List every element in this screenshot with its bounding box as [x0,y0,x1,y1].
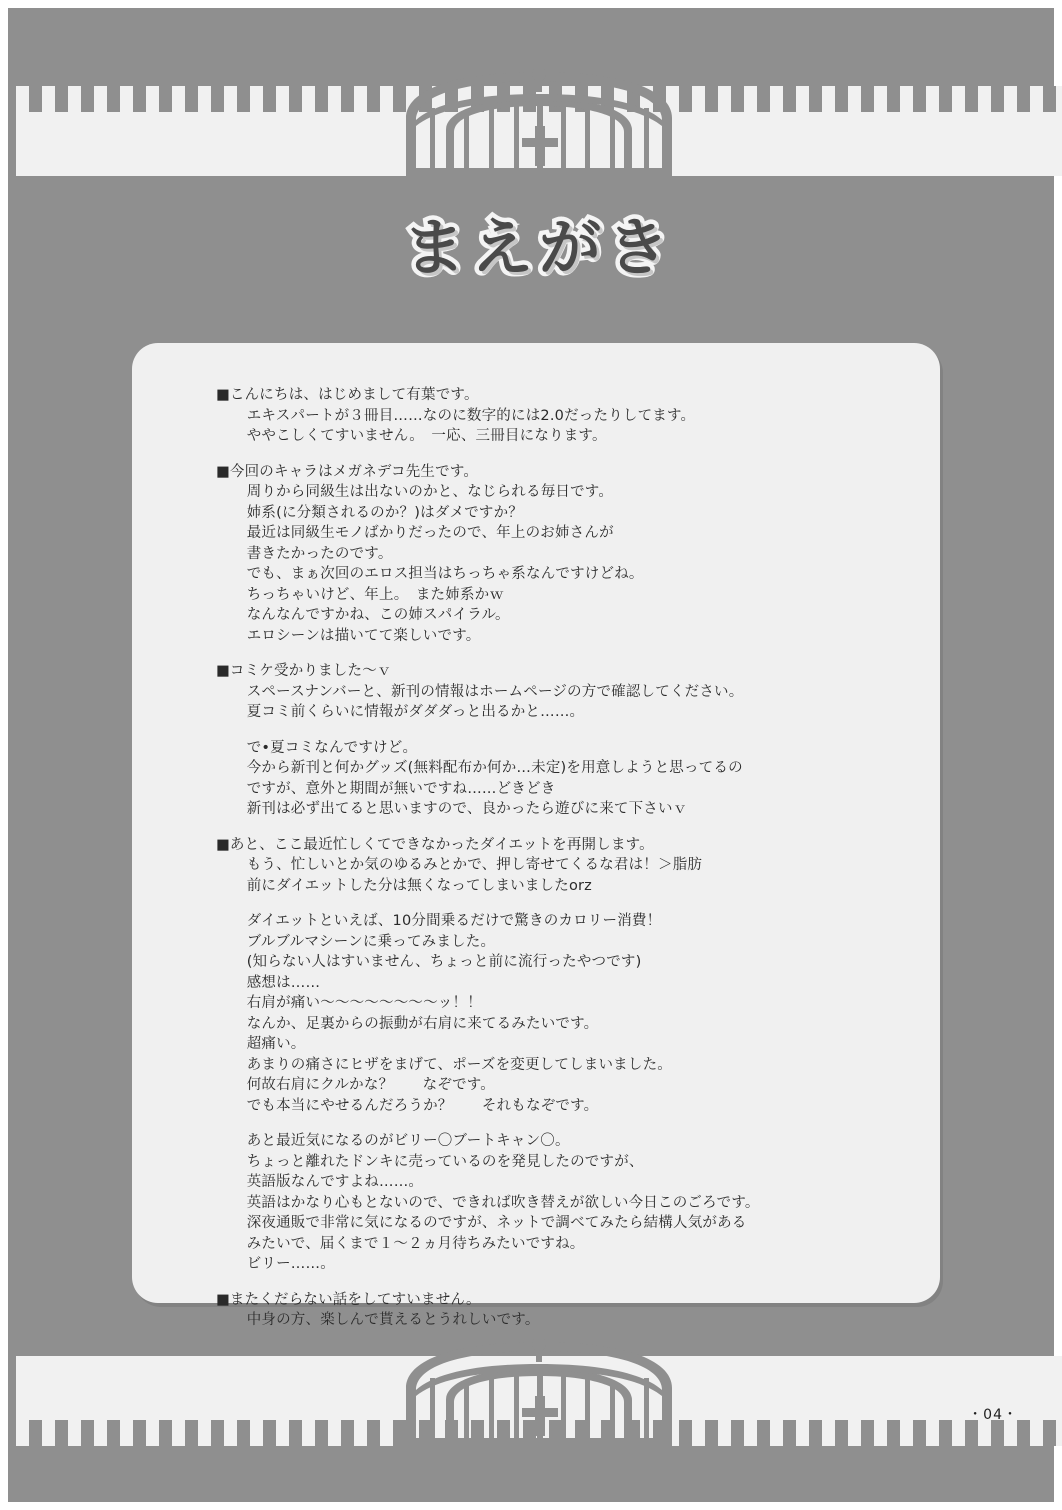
block-diet [216,835,904,897]
text-line: ですが、意外と期間が無いですね……どきどき [232,780,556,797]
block-billy [232,1131,904,1275]
page-number: ・04・ [968,1407,1018,1423]
text-line: でも、まぁ次回のエロス担当はちっちゃ系なんですけどね。 [232,566,644,582]
page-title: まえがき [402,211,675,284]
afterword-panel [132,343,940,1328]
text-line: 何故右肩にクルかな？ なぞです。 [232,1077,496,1093]
text-line: 中身の方、楽しんで貰えるとうれしいです。 [232,1312,540,1328]
text-line: ■またくだらない話をしてすいません。 [216,1291,481,1308]
top-decoration-band [16,86,1062,176]
text-line: ■こんにちは、はじめまして有葉です。 [216,387,479,403]
block-character [216,462,904,647]
text-line: 英語はかなり心もとないので、できれば吹き替えが欲しい今日このごろです。 [232,1194,760,1211]
text-line: 新刊は必ず出てると思いますので、良かったら遊びに来て下さいｖ [232,801,688,817]
block-comiket-goods [232,738,904,820]
bottom-decoration-band [16,1356,1062,1446]
text-line: 最近は同級生モノばかりだったので、年上のお姉さんが [232,525,614,541]
block-greeting [216,385,904,447]
afterword-text [216,385,904,1346]
text-line: ■あと、ここ最近忙しくてできなかったダイエットを再開します。 [216,836,654,853]
text-line: ちょっと離れたドンキに売っているのを発見したのですが、 [232,1153,644,1170]
text-line: あと最近気になるのがビリー〇ブートキャン〇。 [232,1133,570,1149]
text-line: 今から新刊と何かグッズ(無料配布か何か…未定)を用意しようと思ってるの [232,760,743,776]
text-line: 深夜通販で非常に気になるのですが、ネットで調べてみたら結構人気がある [232,1215,747,1231]
block-closing [216,1290,904,1331]
page-body [8,8,1054,1502]
text-line: なんか、足裏からの振動が右肩に来てるみたいです。 [232,1015,599,1032]
page-title-wrap [8,198,1062,287]
text-line: で•夏コミなんですけど。 [232,739,418,756]
text-line: でも本当にやせるんだろうか？ それもなぞです。 [232,1097,599,1114]
text-line: ブルブルマシーンに乗ってみました。 [232,933,496,950]
text-line: 感想は…… [232,974,321,991]
text-line: あまりの痛さにヒザをまげて、ポーズを変更してしまいました。 [232,1056,672,1073]
block-comiket [216,661,904,723]
text-line: エロシーンは描いてて楽しいです。 [232,627,481,644]
text-line: 英語版なんですよね……。 [232,1174,424,1190]
text-line: もう、忙しいとか気のゆるみとかで、押し寄せてくるな君は！＞脂肪 [232,857,703,873]
text-line: 周りから同級生は出ないのかと、なじられる毎日です。 [232,484,614,500]
text-line: 姉系(に分類されるのか？)はダメですか？ [232,504,524,521]
text-line: 夏コミ前くらいに情報がダダダっと出るかと……。 [232,704,585,720]
text-line: ■コミケ受かりました〜ｖ [216,663,392,679]
text-line: ビリー……。 [232,1256,335,1272]
text-line: エキスパートが３冊目……なのに数字的には2.0だったりしてます。 [232,407,696,424]
text-line: ちっちゃいけど、年上。 また姉系かｗ [232,586,505,603]
text-line: 右肩が痛い〜〜〜〜〜〜〜〜ッ！！ [232,995,482,1011]
text-line: 超痛い。 [232,1036,306,1052]
castle-gate-bottom-icon [394,1338,684,1448]
text-line: なんなんですかね、この姉スパイラル。 [232,607,510,623]
text-line: (知らない人はすいません、ちょっと前に流行ったやつです) [232,954,642,970]
text-line: ややこしくてすいません。 一応、三冊目になります。 [232,428,607,444]
text-line: ダイエットといえば、10分間乗るだけで驚きのカロリー消費！ [232,913,662,929]
castle-gate-top-icon [394,68,684,178]
text-line: スペースナンバーと、新刊の情報はホームページの方で確認してください。 [232,683,744,700]
text-line: 前にダイエットした分は無くなってしまいましたorz [232,877,592,894]
text-line: ■今回のキャラはメガネデコ先生です。 [216,463,479,480]
text-line: みたいで、届くまで１〜２ヵ月待ちみたいですね。 [232,1235,585,1252]
block-machine [232,911,904,1116]
text-line: 書きたかったのです。 [232,545,393,562]
